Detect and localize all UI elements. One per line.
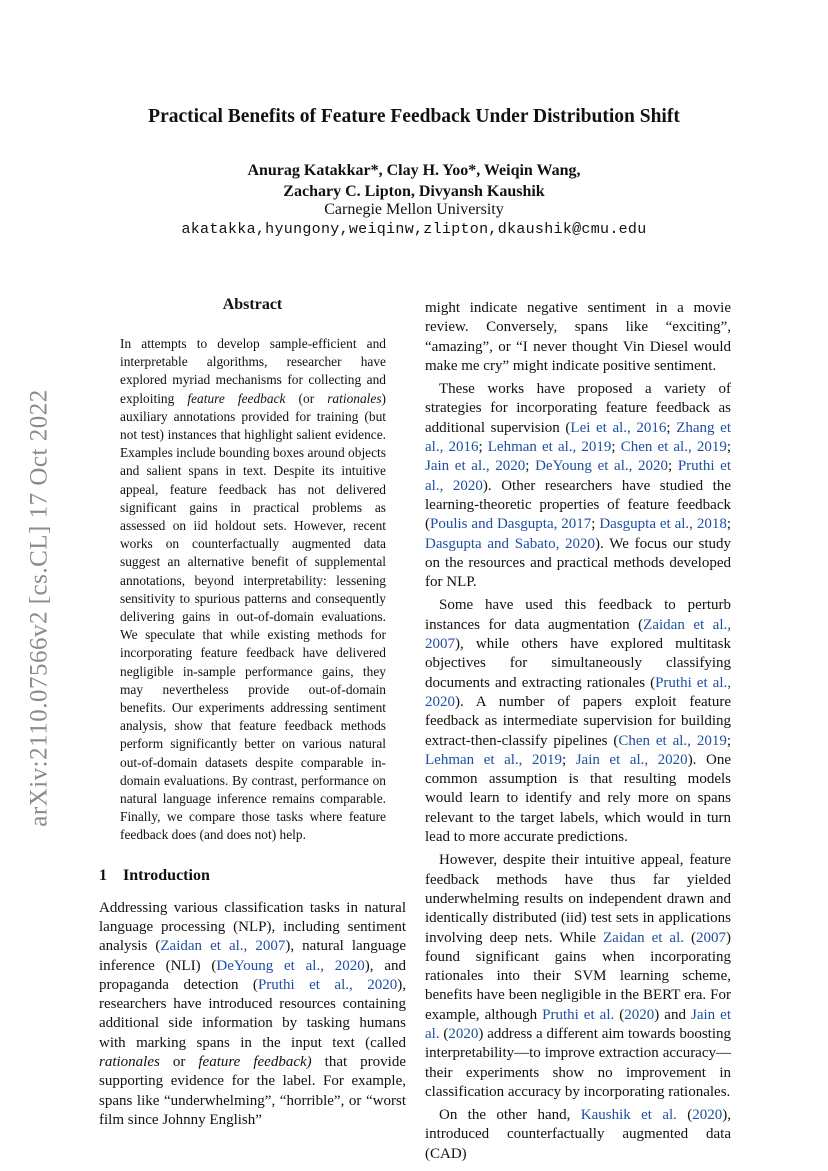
- citation-link[interactable]: Zaidan et al.: [603, 929, 685, 946]
- intro-paragraph-1: Addressing various classification tasks in natural language processing (NLP), including sentiment analysis (Zaidan et al., 2007), natural language inference (NLI) (DeYoung et al., 2020), and propaganda detection (Pruthi et al., 2020), researchers have introduced resources containing additional side information by tasking humans with marking spans in the input text (called rationales or feature feedback) that provide supporting evidence for the label. For example, spans like “underwhelming”, “horrible”, or “worst film since Johnny English”: [99, 899, 407, 1128]
- citation-link[interactable]: Jain et al.: [425, 1006, 731, 1042]
- paper-title: Practical Benefits of Feature Feedback Under Distribution Shift: [148, 106, 680, 127]
- citation-link[interactable]: 2007: [696, 929, 726, 946]
- author-emails: akatakka,hyungony,weiqinw,zlipton,dkaushik@cmu.edu: [181, 221, 647, 238]
- citation-link[interactable]: DeYoung et al., 2020: [535, 458, 669, 475]
- citation-link[interactable]: DeYoung et al., 2020: [216, 957, 365, 974]
- body-paragraph-5: On the other hand, Kaushik et al. (2020), introduced counterfactually augmented data (CAD): [425, 1107, 732, 1162]
- citation-link[interactable]: Zhang et al., 2016: [425, 419, 731, 456]
- citation-link[interactable]: Kaushik et al.: [580, 1107, 677, 1124]
- citation-link[interactable]: 2020: [448, 1025, 479, 1042]
- citation-link[interactable]: Jain et al., 2020: [425, 458, 526, 475]
- body-paragraph-2: These works have proposed a variety of strategies for incorporating feature feedback as additional supervision (Lei et al., 2016; Zhang et al., 2016; Lehman et al., 2019; Chen et al., 2019; Jain et al., 2020; DeYoung et al., 2020; Pruthi et al., 2020). Other researchers have studied the learning-theoretic properties of feature feedback (Poulis and Dasgupta, 2017; Dasgupta et al., 2018; Dasgupta and Sabato, 2020). We focus our study on the resources and practical methods developed for NLP.: [425, 381, 732, 591]
- citation-link[interactable]: Pruthi et al.: [542, 1006, 615, 1023]
- section-heading-introduction: [99, 867, 406, 885]
- author-line-1: Anurag Katakkar*, Clay H. Yoo*, Weiqin Wang,: [247, 162, 581, 179]
- citation-link[interactable]: Dasgupta and Sabato, 2020: [425, 535, 596, 552]
- citation-link[interactable]: Lehman et al., 2019: [487, 439, 612, 456]
- citation-link[interactable]: Pruthi et al., 2020: [425, 458, 731, 494]
- left-column: [99, 296, 406, 1130]
- citation-link[interactable]: Pruthi et al., 2020: [257, 976, 398, 993]
- citation-link[interactable]: 2020: [624, 1006, 655, 1023]
- abstract-heading: Abstract: [222, 296, 283, 313]
- body-paragraph-4: However, despite their intuitive appeal, feature feedback methods have thus far yielded underwhelming results on independent drawn and identically distributed (iid) test sets in applications involving deep nets. While Zaidan et al. (2007) found significant gains when incorporating rationales into their SVM learning scheme, benefits have been negligible in the BERT era. For example, although Pruthi et al. (2020) and Jain et al. (2020) address a different aim towards boosting interpretability—to improve extraction accuracy—their experiments show no improvement in classification accuracy by incorporating rationales.: [425, 852, 731, 1100]
- author-line-2: Zachary C. Lipton, Divyansh Kaushik: [283, 183, 545, 200]
- body-paragraph-1: might indicate negative sentiment in a movie review. Conversely, spans like “exciting”, “amazing”, or “I never thought Vin Diesel would make me cry” might indicate positive sentiment.: [425, 300, 731, 374]
- section-number: 1: [99, 866, 107, 884]
- affiliation: Carnegie Mellon University: [324, 201, 504, 218]
- author-list: [0, 160, 828, 202]
- arxiv-identifier: [20, 368, 60, 848]
- arxiv-id-text: arXiv:2110.07566v2 [cs.CL] 17 Oct 2022: [26, 389, 53, 827]
- body-paragraph-3: Some have used this feedback to perturb instances for data augmentation (Zaidan et al., 2007), while others have explored multitask objectives for simultaneously classifying documents and extracting rationales (Pruthi et al., 2020). A number of papers exploit feature feedback as intermediate supervision for building extract-then-classify pipelines (Chen et al., 2019; Lehman et al., 2019; Jain et al., 2020). One common assumption is that resulting models would learn to identify and rely more on spans relevant to the target labels, which would in turn lead to more accurate predictions.: [425, 597, 731, 846]
- citation-link[interactable]: Chen et al., 2019: [618, 732, 727, 749]
- citation-link[interactable]: Pruthi et al., 2020: [425, 674, 731, 710]
- citation-link[interactable]: Chen et al., 2019: [620, 439, 727, 456]
- citation-link[interactable]: Lehman et al., 2019: [425, 751, 562, 768]
- citation-link[interactable]: Zaidan et al., 2007: [160, 938, 286, 955]
- citation-link[interactable]: Zaidan et al., 2007: [425, 616, 731, 653]
- right-column: [425, 299, 731, 1164]
- citation-link[interactable]: Dasgupta et al., 2018: [599, 516, 727, 533]
- citation-link[interactable]: 2020: [692, 1107, 723, 1124]
- citation-link[interactable]: Jain et al., 2020: [575, 751, 688, 768]
- citation-link[interactable]: Lei et al., 2016: [570, 419, 667, 436]
- section-title: Introduction: [123, 866, 210, 884]
- abstract-text: In attempts to develop sample-efficient and interpretable algorithms, researcher have explored myriad mechanisms for collecting and exploiting feature feedback (or rationales) auxiliary annotations provided for training (but not test) instances that highlight salient evidence. Examples include bounding boxes around objects and salient spans in text. Despite its intuitive appeal, feature feedback has not delivered significant gains in practical problems as assessed on iid holdout sets. However, recent works on counterfactually augmented data suggest an alternative benefit of supplemental annotations, beyond interpretability: lessening sensitivity to spurious patterns and consequently delivering gains in out-of-domain evaluations. We speculate that while existing methods for incorporating feature feedback have delivered negligible in-sample performance gains, they may nevertheless provide out-of-domain benefits. Our experiments addressing sentiment analysis, show that feature feedback methods perform significantly better on various natural out-of-domain datasets despite comparable in-domain evaluations. By contrast, performance on natural language inference remains comparable. Finally, we compare those tasks where feature feedback does (and does not) help.: [120, 336, 386, 843]
- citation-link[interactable]: Poulis and Dasgupta, 2017: [430, 516, 592, 533]
